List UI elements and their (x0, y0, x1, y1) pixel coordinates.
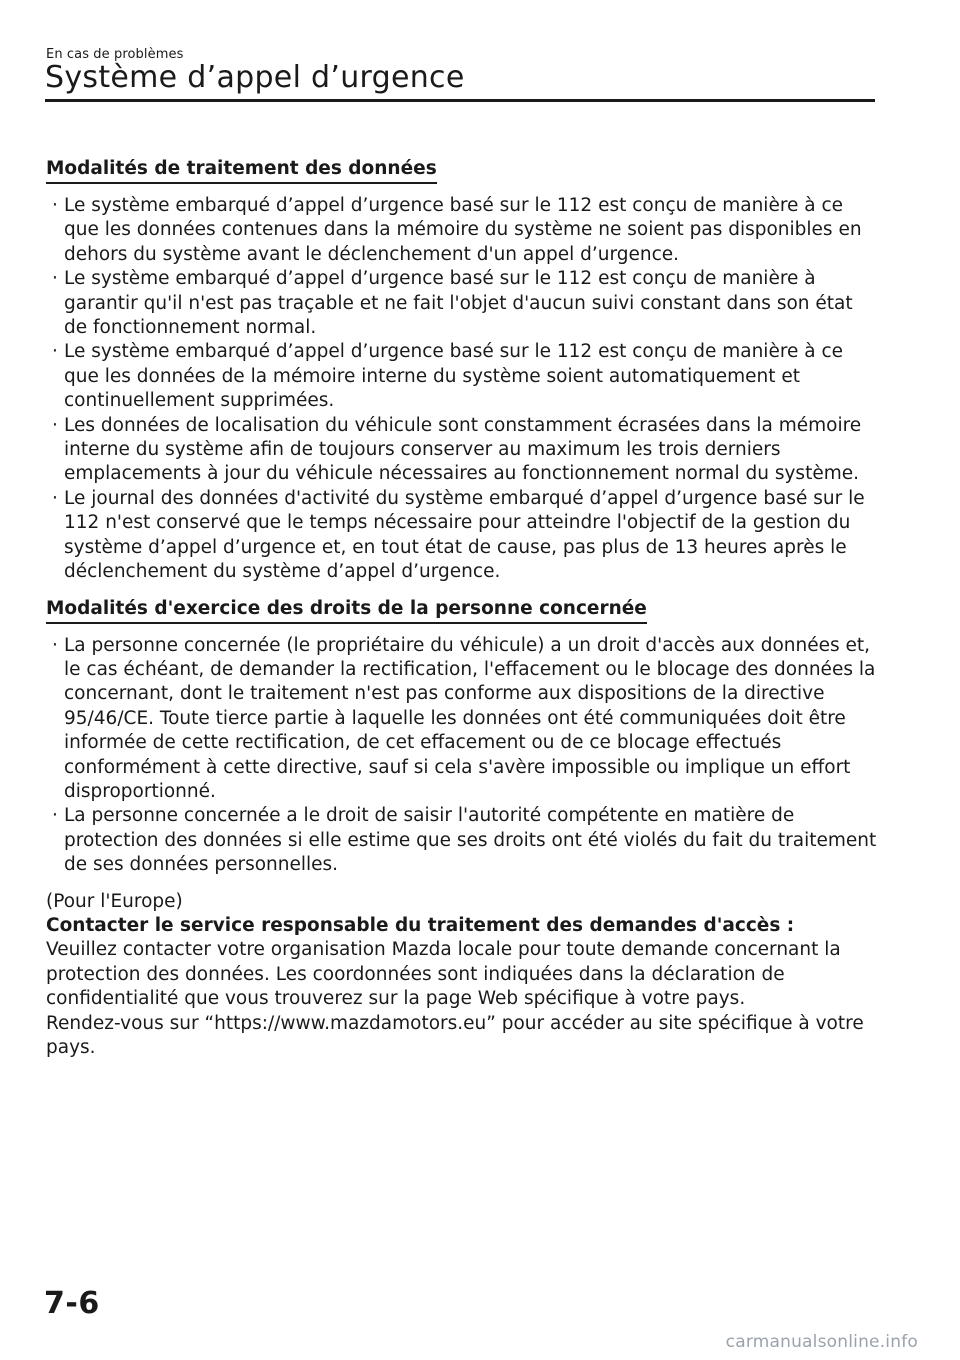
bullet-icon: · (52, 805, 58, 827)
bullet-icon: · (52, 195, 58, 216)
watermark: carmanualsonline.info (725, 1332, 918, 1352)
list-item: · Le système embarqué d’appel d’urgence basé sur le 112 est conçu de manière à garantir qu'il n'est pas traçable et ne fait l'objet d'aucun suivi constant dans son état de fonctionnement normal. (46, 267, 881, 340)
list-item: · La personne concernée a le droit de saisir l'autorité compétente en matière de protection des données si elle estime que ses droits ont été violés du fait du traitement de ses données personnelles. (46, 804, 881, 877)
list-item: · Le système embarqué d’appel d’urgence basé sur le 112 est conçu de manière à ce que les données contenues dans la mémoire du système ne soient pas disponibles en dehors du système avant le déclenchement d'un appel d’urgence. (46, 194, 881, 267)
list-item: · Le journal des données d'activité du système embarqué d’appel d’urgence basé sur le 112 n'est conservé que le temps nécessaire pour atteindre l'objectif de la gestion du système d’appel d’urgence et, en tout état de cause, pas plus de 13 heures après le déclenchement du système d’appel d’urgence. (46, 487, 881, 585)
chapter-title: Système d’appel d’urgence (45, 60, 465, 95)
running-head: En cas de problèmes (46, 47, 184, 62)
website-instruction: Rendez-vous sur “https://www.mazdamotors.eu” pour accéder au site spécifique à votre pays. (46, 1012, 864, 1058)
bullet-icon: · (52, 341, 58, 363)
list-item: · Les données de localisation du véhicule sont constamment écrasées dans la mémoire interne du système afin de toujours conserver au maximum les trois derniers emplacements à jour du véhicule nécessaires au fonctionnement normal du système. (46, 414, 881, 487)
list-item: · La personne concernée (le propriétaire du véhicule) a un droit d'accès aux données et, le cas échéant, de demander la rectification, l'effacement ou le blocage des données la concernant, dont le traitement n'est pas conforme aux dispositions de la directive 95/46/CE. Toute tierce partie à laquelle les données ont été communiquées doit être informée de cette rectification, de cet effacement ou de ce blocage effectués conformément à cette directive, sauf si cela s'avère impossible ou implique un effort disproportionné. (46, 634, 881, 805)
bullet-icon: · (52, 487, 58, 509)
bullet-icon: · (52, 634, 58, 656)
section-heading-data-processing: Modalités de traitement des données (46, 157, 437, 184)
data-subject-rights-list (46, 634, 881, 878)
contact-heading: Contacter le service responsable du traitement des demandes d'accès : (46, 914, 795, 936)
contact-body: Veuillez contacter votre organisation Mazda locale pour toute demande concernant la protection des données. Les coordonnées sont indiquées dans la déclaration de confidentialité que vous trouverez sur la page Web spécifique à votre pays. (46, 939, 841, 1010)
region-note: (Pour l'Europe) (46, 890, 183, 912)
page-number: 7-6 (44, 1286, 100, 1321)
data-processing-list (46, 194, 881, 585)
page-content (46, 157, 881, 1060)
section-heading-data-subject-rights: Modalités d'exercice des droits de la personne concernée (46, 597, 647, 624)
list-item: · Le système embarqué d’appel d’urgence basé sur le 112 est conçu de manière à ce que les données de la mémoire interne du système soient automatiquement et continuellement supprimées. (46, 340, 881, 413)
bullet-icon: · (52, 414, 58, 436)
title-rule (45, 99, 875, 102)
bullet-icon: · (52, 268, 58, 290)
